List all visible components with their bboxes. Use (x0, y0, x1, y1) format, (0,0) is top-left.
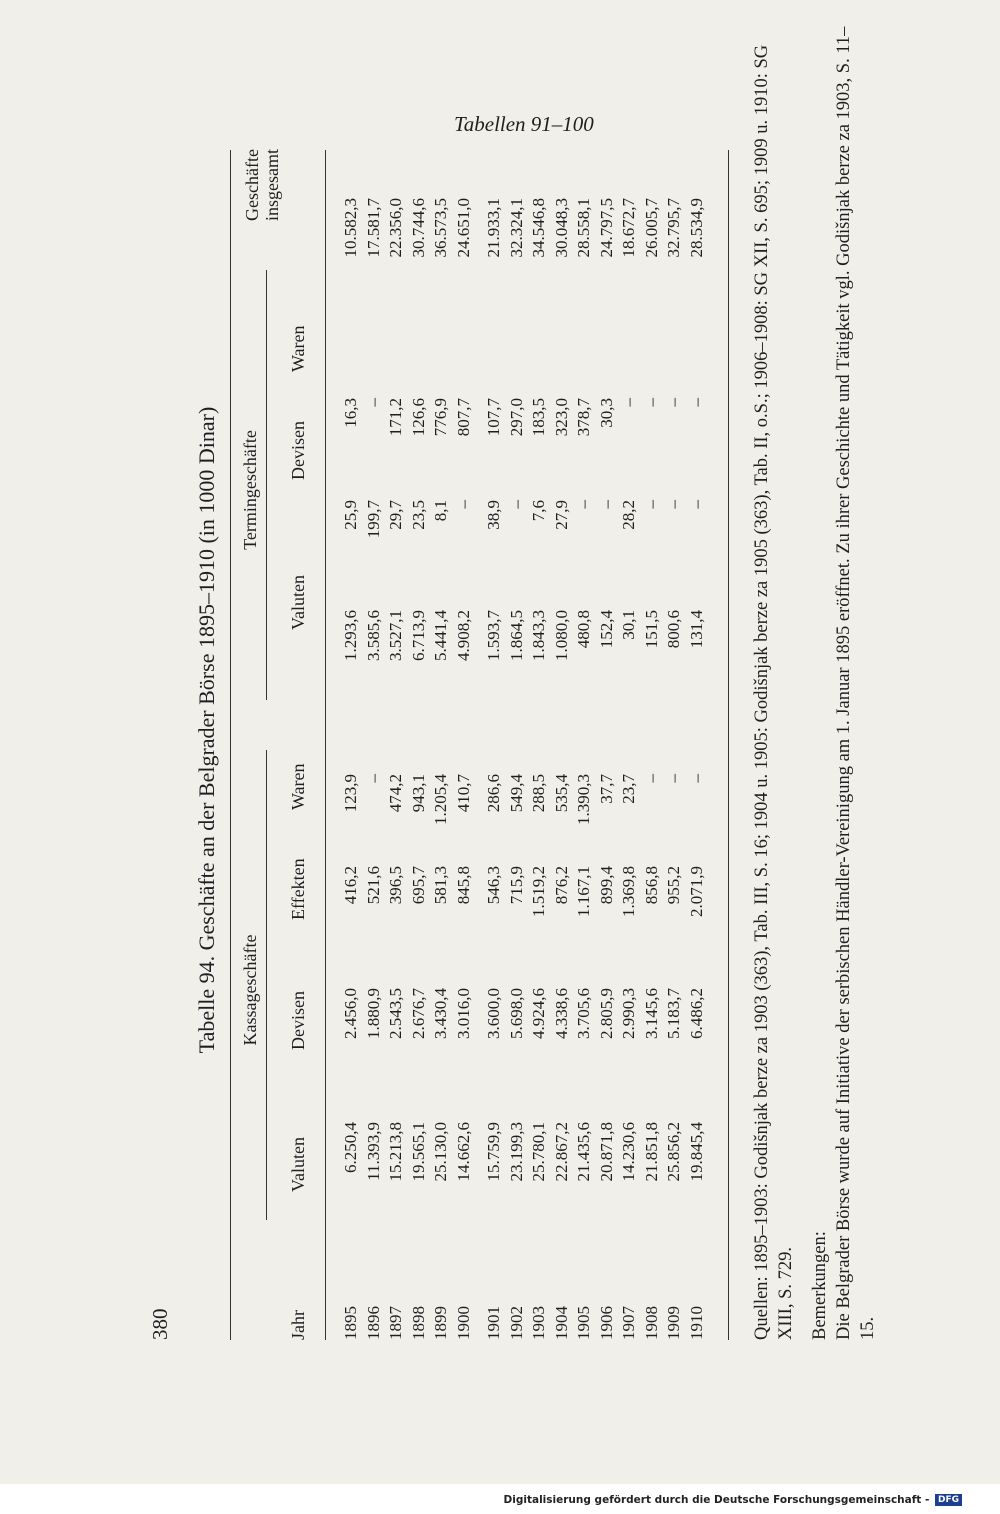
value-cell: – (664, 500, 683, 509)
footer-text: Digitalisierung gefördert durch die Deutsche Forschungsgemeinschaft - (503, 1494, 930, 1506)
value-cell: 36.573,5 (431, 198, 450, 258)
value-cell: 37,7 (596, 774, 616, 804)
value-cell: 27,9 (551, 500, 571, 530)
col-head-kassa-devisen: Devisen (288, 991, 308, 1050)
value-cell: 535,4 (551, 774, 571, 813)
value-cell: – (596, 500, 616, 509)
value-cell: 378,7 (574, 398, 593, 437)
value-cell: 19.565,1 (408, 1122, 428, 1182)
value-cell: 14.662,6 (453, 1122, 473, 1182)
year-cell: 1897 (386, 1306, 405, 1340)
value-cell: 25,9 (341, 500, 360, 530)
value-cell: 2.543,5 (386, 988, 405, 1039)
year-cell: 1901 (484, 1306, 503, 1340)
table-row (408, 198, 431, 1340)
value-cell: 1.519,2 (529, 866, 548, 917)
group-head-termin: Termingeschäfte (240, 430, 260, 550)
value-cell: 4.924,6 (529, 988, 548, 1039)
digitization-footer (504, 1494, 962, 1506)
table-row (663, 198, 686, 1340)
value-cell: 955,2 (664, 866, 683, 905)
value-cell: 6.486,2 (686, 988, 706, 1039)
value-cell: 5.183,7 (664, 988, 683, 1039)
value-cell: 6.250,4 (341, 1122, 360, 1173)
value-cell: 19.845,4 (686, 1122, 706, 1182)
value-cell: 28.534,9 (686, 198, 706, 258)
year-cell: 1907 (619, 1306, 638, 1340)
value-cell: – (641, 774, 661, 783)
value-cell: 416,2 (341, 866, 360, 905)
value-cell: 3.585,6 (363, 610, 383, 661)
value-cell: 1.205,4 (431, 774, 450, 825)
value-cell: 7,6 (529, 500, 548, 522)
value-cell: 28,2 (619, 500, 638, 530)
year-cell: 1900 (453, 1306, 473, 1340)
value-cell: – (686, 774, 706, 783)
value-cell: – (641, 500, 661, 509)
sources-note: Quellen: 1895–1903: Godišnjak berze za 1903 (363), Tab. III, S. 16; 1904 u. 1905: Godišnjak berze za 1905 (363), Tab. II, o.S.; 1906–1908: SG XII, S. 695; 1909 u. 1910: SG XIII, S. 729. (752, 44, 796, 1340)
value-cell: 4.908,2 (453, 610, 473, 661)
value-cell: 24.651,0 (453, 198, 473, 258)
value-cell: 2.676,7 (408, 988, 428, 1039)
value-cell: 30,1 (619, 610, 638, 640)
value-cell: 410,7 (453, 774, 473, 813)
value-cell: 21.933,1 (484, 198, 503, 258)
value-cell: 800,6 (664, 610, 683, 649)
value-cell: 3.145,6 (641, 988, 661, 1039)
table-row (618, 198, 641, 1340)
value-cell: 715,9 (506, 866, 526, 905)
value-cell: 4.338,6 (551, 988, 571, 1039)
table-row (528, 198, 551, 1340)
col-head-termin-waren: Waren (288, 325, 308, 372)
value-cell: 18.672,7 (619, 198, 638, 258)
value-cell: 183,5 (529, 398, 548, 437)
table-row (506, 198, 529, 1340)
value-cell: 15.213,8 (386, 1122, 405, 1182)
value-cell: 32.795,7 (664, 198, 683, 258)
value-cell: 1.390,3 (574, 774, 593, 825)
value-cell: – (641, 398, 661, 407)
value-cell: 23.199,3 (506, 1122, 526, 1182)
value-cell: 30,3 (596, 398, 616, 428)
value-cell: 29,7 (386, 500, 405, 530)
table-row (483, 198, 506, 1340)
value-cell: – (664, 398, 683, 407)
value-cell: 3.705,6 (574, 988, 593, 1039)
value-cell: 25.856,2 (664, 1122, 683, 1182)
value-cell: 521,6 (363, 866, 383, 905)
value-cell: 22.867,2 (551, 1122, 571, 1182)
value-cell: 23,5 (408, 500, 428, 530)
year-cell: 1910 (686, 1306, 706, 1340)
value-cell: 3.430,4 (431, 988, 450, 1039)
value-cell: 876,2 (551, 866, 571, 905)
rotated-table-page (180, 20, 900, 1340)
value-cell: 26.005,7 (641, 198, 661, 258)
value-cell: 8,1 (431, 500, 450, 522)
table-notes (750, 20, 880, 1340)
value-cell: 1.369,8 (619, 866, 638, 917)
value-cell: 199,7 (363, 500, 383, 539)
value-cell: 2.990,3 (619, 988, 638, 1039)
value-cell: 151,5 (641, 610, 661, 649)
value-cell: 30.744,6 (408, 198, 428, 258)
table-row (641, 198, 664, 1340)
value-cell: – (686, 398, 706, 407)
value-cell: 1.864,5 (506, 610, 526, 661)
value-cell: 474,2 (386, 774, 405, 813)
value-cell: 24.797,5 (596, 198, 616, 258)
value-cell: 123,9 (341, 774, 360, 813)
page-number: 380 (148, 1308, 172, 1340)
value-cell: 480,8 (574, 610, 593, 649)
value-cell: 1.593,7 (484, 610, 503, 661)
value-cell: 1.167,1 (574, 866, 593, 917)
year-cell: 1909 (664, 1306, 683, 1340)
value-cell: 546,3 (484, 866, 503, 905)
value-cell: 776,9 (431, 398, 450, 437)
value-cell: 22.356,0 (386, 198, 405, 258)
value-cell: 297,0 (506, 398, 526, 437)
value-cell: 1.880,9 (363, 988, 383, 1039)
value-cell: 32.324,1 (506, 198, 526, 258)
value-cell: – (363, 398, 383, 407)
year-cell: 1902 (506, 1306, 526, 1340)
value-cell: – (664, 774, 683, 783)
table-row (686, 198, 709, 1340)
value-cell: 16,3 (341, 398, 360, 428)
value-cell: 845,8 (453, 866, 473, 905)
dfg-logo-icon: DFG (935, 1494, 962, 1506)
value-cell: 28.558,1 (574, 198, 593, 258)
value-cell: 23,7 (619, 774, 638, 804)
remarks-label: Bemerkungen: (810, 1231, 830, 1340)
value-cell: – (574, 500, 593, 509)
value-cell: 807,7 (453, 398, 473, 437)
row-gap (475, 198, 483, 1340)
year-cell: 1898 (408, 1306, 428, 1340)
col-head-termin-valuten: Valuten (288, 575, 308, 630)
table-title: Tabelle 94. Geschäfte an der Belgrader Börse 1895–1910 (in 1000 Dinar) (194, 406, 219, 1054)
col-head-total-line2: insgesamt (262, 149, 282, 221)
value-cell: 25.130,0 (431, 1122, 450, 1182)
value-cell: 288,5 (529, 774, 548, 813)
value-cell: 856,8 (641, 866, 661, 905)
col-head-termin-devisen: Devisen (288, 421, 308, 480)
value-cell: – (363, 774, 383, 783)
table-row (551, 198, 574, 1340)
remarks-text: Die Belgrader Börse wurde auf Initiative der serbischen Händler-Vereinigung am 1. Januar 1895 eröffnet. Zu ihrer Geschichte und Tätigkeit vgl. Godišnjak berze za 1903, S. 11–15. (834, 26, 878, 1340)
year-cell: 1905 (574, 1306, 593, 1340)
value-cell: 15.759,9 (484, 1122, 503, 1182)
value-cell: 1.293,6 (341, 610, 360, 661)
value-cell: 2.071,9 (686, 866, 706, 917)
header-rule (325, 150, 326, 1340)
table-row (596, 198, 619, 1340)
value-cell: – (686, 500, 706, 509)
value-cell: 3.016,0 (453, 988, 473, 1039)
table-row (453, 198, 476, 1340)
table-row (340, 198, 363, 1340)
value-cell: 695,7 (408, 866, 428, 905)
value-cell: 20.871,8 (596, 1122, 616, 1182)
table-row (385, 198, 408, 1340)
value-cell: 3.527,1 (386, 610, 405, 661)
col-head-total-line1: Geschäfte (242, 149, 262, 221)
year-cell: 1895 (341, 1306, 360, 1340)
value-cell: 171,2 (386, 398, 405, 437)
group-head-kassa: Kassageschäfte (240, 934, 260, 1046)
value-cell: 126,6 (408, 398, 428, 437)
bottom-rule (728, 150, 729, 1340)
year-cell: 1904 (551, 1306, 571, 1340)
running-head: Tabellen 91–100 (454, 112, 594, 136)
value-cell: 5.698,0 (506, 988, 526, 1039)
value-cell: 11.393,9 (363, 1122, 383, 1181)
value-cell: 34.546,8 (529, 198, 548, 258)
value-cell: 152,4 (596, 610, 616, 649)
table-row (430, 198, 453, 1340)
col-head-kassa-effekten: Effekten (288, 858, 308, 920)
value-cell: 10.582,3 (341, 198, 360, 258)
value-cell: 30.048,3 (551, 198, 571, 258)
table-row (573, 198, 596, 1340)
value-cell: 107,7 (484, 398, 503, 437)
col-head-kassa-waren: Waren (288, 763, 308, 810)
year-cell: 1908 (641, 1306, 661, 1340)
value-cell: 396,5 (386, 866, 405, 905)
value-cell: – (506, 500, 526, 509)
value-cell: 286,6 (484, 774, 503, 813)
value-cell: 1.843,3 (529, 610, 548, 661)
value-cell: 21.851,8 (641, 1122, 661, 1182)
year-cell: 1899 (431, 1306, 450, 1340)
year-cell: 1906 (596, 1306, 616, 1340)
value-cell: 2.456,0 (341, 988, 360, 1039)
value-cell: 1.080,0 (551, 610, 571, 661)
value-cell: 899,4 (596, 866, 616, 905)
value-cell: 131,4 (686, 610, 706, 649)
value-cell: – (453, 500, 473, 509)
table-row (363, 198, 386, 1340)
value-cell: 2.805,9 (596, 988, 616, 1039)
value-cell: – (619, 398, 638, 407)
value-cell: 14.230,6 (619, 1122, 638, 1182)
group-rule-termin (266, 270, 267, 700)
value-cell: 17.581,7 (363, 198, 383, 258)
group-rule-kassa (266, 750, 267, 1220)
data-table (340, 198, 708, 1340)
value-cell: 38,9 (484, 500, 503, 530)
value-cell: 549,4 (506, 774, 526, 813)
value-cell: 25.780,1 (529, 1122, 548, 1182)
value-cell: 323,0 (551, 398, 571, 437)
value-cell: 943,1 (408, 774, 428, 813)
year-cell: 1903 (529, 1306, 548, 1340)
col-head-kassa-valuten: Valuten (288, 1137, 308, 1192)
year-cell: 1896 (363, 1306, 383, 1340)
value-cell: 6.713,9 (408, 610, 428, 661)
value-cell: 3.600,0 (484, 988, 503, 1039)
value-cell: 5.441,4 (431, 610, 450, 661)
top-rule (230, 150, 231, 1340)
col-head-total (242, 130, 282, 240)
col-head-jahr: Jahr (288, 1310, 308, 1340)
value-cell: 581,3 (431, 866, 450, 905)
value-cell: 21.435,6 (574, 1122, 593, 1182)
